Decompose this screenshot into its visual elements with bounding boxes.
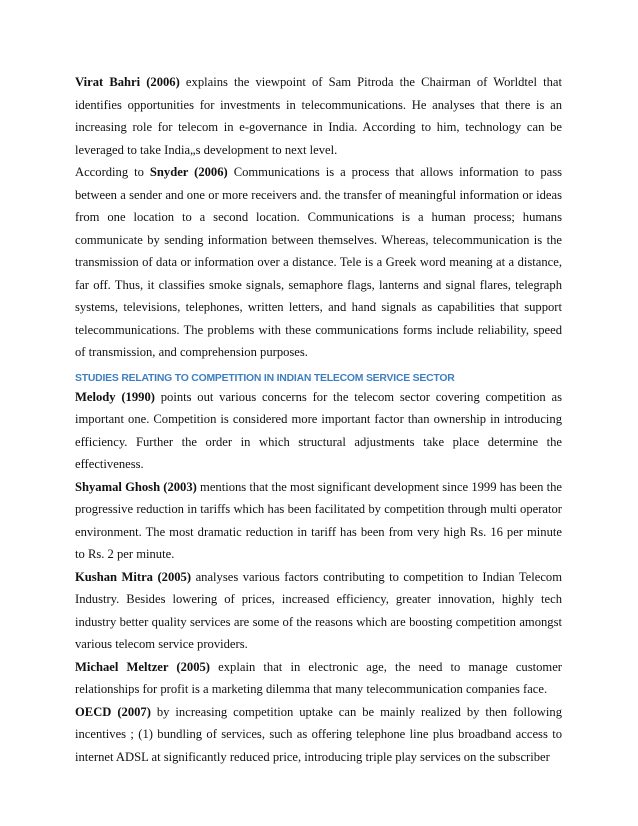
paragraph-text: Communications is a process that allows information to pass between a sender and one or more receivers and. the transfer of meaningful information or ideas from one location to a second location. Communications is a human process; humans communicate by sending information between themselves. Whereas, telecommunication is the transmission of data or information over a distance. Tele is a Greek word meaning at a distance, far off. Thus, it classifies smoke signals, semaphore flags, lanterns and signal flares, telegraph systems, televisions, telephones, written letters, and hand signals as capabilities that support telecommunications. The problems with these communications forms include reliability, speed of transmission, and comprehension purposes. [75, 165, 563, 359]
author-citation: Snyder (2006) [149, 165, 228, 179]
document-page [75, 71, 562, 768]
paragraph-kushan-mitra [75, 566, 562, 656]
author-citation: Virat Bahri (2006) [75, 75, 180, 89]
section-heading: STUDIES RELATING TO COMPETITION IN INDIAN TELECOM SERVICE SECTOR [75, 372, 455, 384]
paragraph-text: explains the viewpoint of Sam Pitroda the Chairman of Worldtel that identifies opportunities for investments in telecommunications. He analyses that there is an increasing role for telecom in e-governance in India. According to him, technology can be leveraged to take India„s development to next level. [75, 75, 563, 157]
paragraph-text: explain that in electronic age, the need to manage customer relationships for profit is a marketing dilemma that many telecommunication companies face. [75, 659, 562, 696]
paragraph-prefix: According to [75, 165, 150, 179]
paragraph-text: mentions that the most significant development since 1999 has been the progressive reduction in tariffs which has been facilitated by competition through multi operator environment. The most dramatic reduction in tariff has been from very high Rs. 16 per minute to Rs. 2 per minute. [75, 479, 563, 561]
author-citation: Kushan Mitra (2005) [75, 569, 192, 584]
paragraph-michael-meltzer [75, 656, 562, 701]
paragraph-text: analyses various factors contributing to competition to Indian Telecom Industry. Besides lowering of prices, increased efficiency, greater innovation, highly tech industry better quality services are some of the reasons which are boosting competition amongst various telecom service providers. [75, 569, 563, 651]
paragraph-shyamal-ghosh [75, 476, 562, 566]
author-citation: OECD (2007) [75, 704, 151, 719]
author-citation: Melody (1990) [75, 389, 155, 404]
author-citation: Michael Meltzer (2005) [75, 659, 210, 674]
paragraph-melody [75, 386, 562, 476]
paragraph-text: by increasing competition uptake can be mainly realized by then following incentives ; (1) bundling of services, such as offering telephone line plus broadband access to internet ADSL at significantly reduced price, introducing triple play services on the subscriber [75, 704, 562, 764]
paragraph-snyder [75, 161, 562, 364]
author-citation: Shyamal Ghosh (2003) [75, 479, 197, 494]
paragraph-oecd [75, 701, 562, 769]
paragraph-text: points out various concerns for the telecom sector covering competition as important one. Competition is considered more important factor than ownership in introducing efficiency. Further the order in which structural adjustments take place determine the effectiveness. [75, 389, 562, 471]
paragraph-virat-bahri [75, 71, 562, 161]
